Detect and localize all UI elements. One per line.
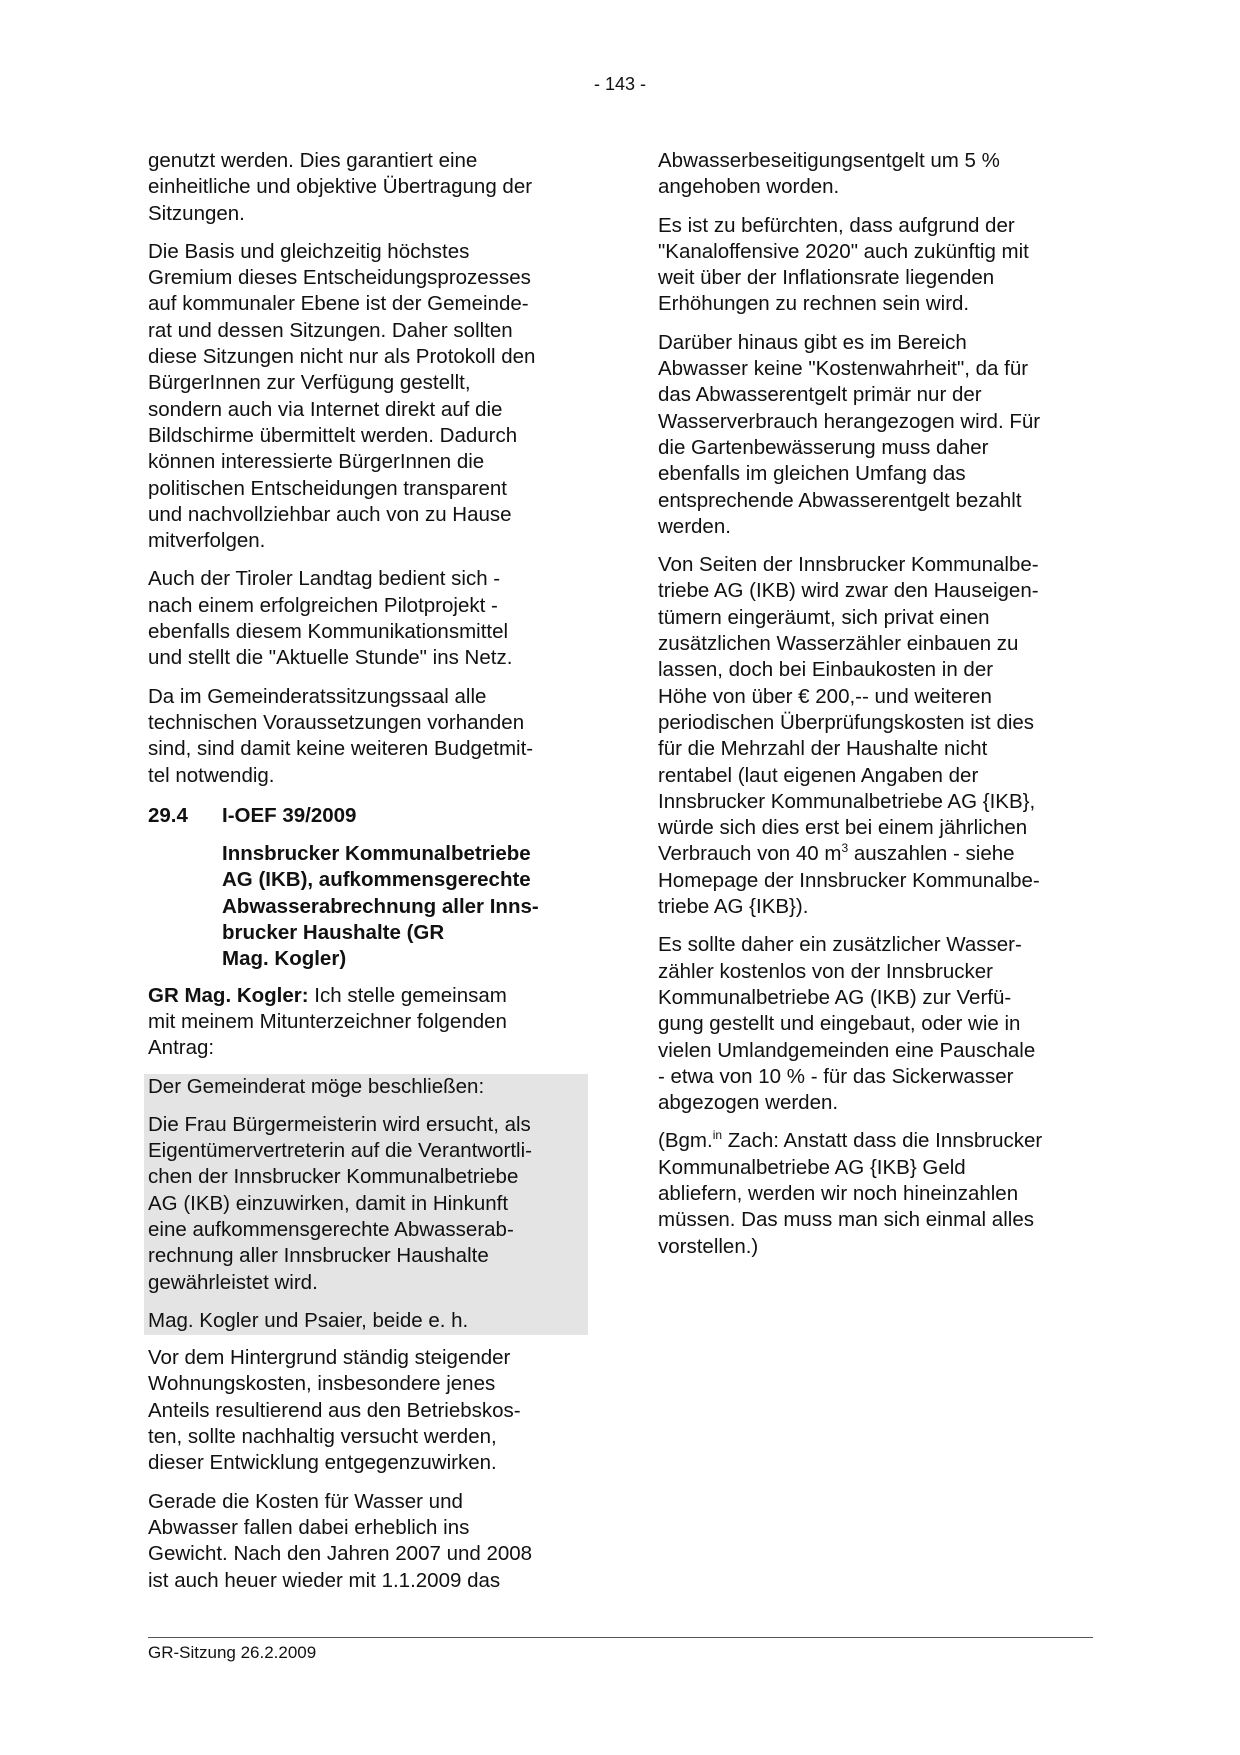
text-line: mitverfolgen. [148, 529, 266, 553]
text-fragment: Zach: Anstatt dass die Innsbrucker [722, 1129, 1043, 1153]
text-line: entsprechende Abwasserentgelt bezahlt [658, 488, 1022, 512]
paragraph [658, 213, 1098, 318]
text-line: - etwa von 10 % - für das Sickerwasser [658, 1064, 1014, 1088]
text-line: Anteils resultierend aus den Betriebskos- [148, 1398, 521, 1422]
text-line: Vor dem Hintergrund ständig steigender [148, 1346, 511, 1370]
footer-text: GR-Sitzung 26.2.2009 [148, 1643, 317, 1662]
text-line: Gewicht. Nach den Jahren 2007 und 2008 [148, 1542, 533, 1566]
speaker-name: GR Mag. Kogler: [148, 983, 309, 1007]
text-line: Abwasserbeseitigungsentgelt um 5 % [658, 149, 1000, 172]
text-line: Sitzungen. [148, 201, 245, 225]
text-line: Die Basis und gleichzeitig höchstes [148, 239, 470, 263]
text-line: Bildschirme übermittelt werden. Dadurch [148, 423, 518, 447]
text-line: vielen Umlandgemeinden eine Pauschale [658, 1038, 1036, 1062]
text-line: politischen Entscheidungen transparent [148, 476, 507, 500]
text-line: Abwasserabrechnung aller Inns- [222, 894, 539, 918]
text-line: Mag. Kogler) [222, 947, 347, 971]
text-line: Innsbrucker Kommunalbetriebe AG {IKB}, [658, 789, 1036, 813]
text-line: weit über der Inflationsrate liegenden [658, 266, 995, 290]
text-line: eine aufkommensgerechte Abwasserab- [148, 1217, 514, 1241]
text-line: genutzt werden. Dies garantiert eine [148, 149, 478, 172]
text-line: Kommunalbetriebe AG (IKB) zur Verfü- [658, 985, 1012, 1009]
text-line: auf kommunaler Ebene ist der Gemeinde- [148, 292, 529, 316]
text-line: werden. [658, 514, 731, 538]
text-line: rechnung aller Innsbrucker Haushalte [148, 1244, 489, 1268]
text-line: tümern eingeräumt, sich privat einen [658, 605, 990, 629]
text-line: und stellt die "Aktuelle Stunde" ins Netz. [148, 646, 513, 670]
text-line: das Abwasserentgelt primär nur der [658, 383, 982, 407]
text-line: ten, sollte nachhaltig versucht werden, [148, 1425, 497, 1449]
section-code: I-OEF 39/2009 [222, 803, 357, 827]
text-line: Antrag: [148, 1036, 215, 1060]
text-line: abgezogen werden. [658, 1091, 839, 1115]
text-line: Es sollte daher ein zusätzlicher Wasser- [658, 933, 1022, 957]
text-line: rat und dessen Sitzungen. Daher sollten [148, 318, 513, 342]
paragraph [658, 932, 1098, 1116]
text-line: BürgerInnen zur Verfügung gestellt, [148, 371, 471, 395]
paragraph [148, 566, 588, 671]
paragraph [148, 239, 588, 555]
motion-body [148, 1112, 584, 1296]
text-line: können interessierte BürgerInnen die [148, 450, 485, 474]
text-line: ist auch heuer wieder mit 1.1.2009 das [148, 1568, 501, 1592]
text-line: mit meinem Mitunterzeichner folgenden [148, 1009, 507, 1033]
text-line: Höhe von über € 200,-- und weiteren [658, 684, 992, 708]
text-line: rentabel (laut eigenen Angaben der [658, 763, 979, 787]
text-line: chen der Innsbrucker Kommunalbetriebe [148, 1165, 519, 1189]
text-line [658, 1128, 1098, 1154]
motion-box [144, 1074, 588, 1336]
text-line: diese Sitzungen nicht nur als Protokoll den [148, 345, 536, 369]
text-line: ebenfalls im gleichen Umfang das [658, 462, 966, 486]
text-line: einheitliche und objektive Übertragung der [148, 175, 533, 199]
text-line: AG (IKB), aufkommensgerechte [222, 868, 531, 892]
text-line: Abwasser keine "Kostenwahrheit", da für [658, 357, 1029, 381]
text-line: würde sich dies erst bei einem jährlichen [658, 816, 1028, 840]
text-line: "Kanaloffensive 2020" auch zukünftig mit [658, 239, 1029, 263]
text-line: Darüber hinaus gibt es im Bereich [658, 330, 967, 354]
text-line: triebe AG {IKB}). [658, 895, 809, 919]
text-line: Wohnungskosten, insbesondere jenes [148, 1372, 496, 1396]
paragraph [148, 148, 588, 227]
text-line: Die Frau Bürgermeisterin wird ersucht, als [148, 1112, 531, 1136]
text-line: gewährleistet wird. [148, 1270, 318, 1294]
text-line: Es ist zu befürchten, dass aufgrund der [658, 213, 1015, 237]
text-line: für die Mehrzahl der Haushalte nicht [658, 737, 988, 761]
text-line: AG (IKB) einzuwirken, damit in Hinkunft [148, 1191, 509, 1215]
paragraph [148, 1345, 588, 1476]
text-line: müssen. Das muss man sich einmal alles [658, 1208, 1034, 1232]
text-line: Homepage der Innsbrucker Kommunalbe- [658, 868, 1040, 892]
paragraph [148, 684, 588, 789]
text-line: Von Seiten der Innsbrucker Kommunalbe- [658, 553, 1039, 577]
text-fragment: Verbrauch von 40 m [658, 842, 842, 866]
text-line: periodischen Überprüfungskosten ist dies [658, 710, 1035, 734]
text-fragment: auszahlen - siehe [848, 842, 1015, 866]
text-line: Da im Gemeinderatssitzungssaal alle [148, 684, 487, 708]
text-line: lassen, doch bei Einbaukosten in der [658, 658, 994, 682]
text-line: Innsbrucker Kommunalbetriebe [222, 842, 531, 866]
text-line: Erhöhungen zu rechnen sein wird. [658, 292, 970, 316]
text-line: nach einem erfolgreichen Pilotprojekt - [148, 593, 498, 617]
superscript: in [712, 1128, 723, 1143]
left-column [148, 148, 588, 1606]
paragraph [658, 148, 1098, 201]
text-line: zähler kostenlos von der Innsbrucker [658, 959, 994, 983]
paragraph [658, 330, 1098, 540]
text-line: vorstellen.) [658, 1234, 759, 1258]
text-line: technischen Voraussetzungen vorhanden [148, 710, 525, 734]
motion-intro: Der Gemeinderat möge beschließen: [148, 1074, 485, 1098]
text-line: Wasserverbrauch herangezogen wird. Für [658, 409, 1041, 433]
text-line: dieser Entwicklung entgegenzuwirken. [148, 1451, 497, 1475]
text-line: und nachvollziehbar auch von zu Hause [148, 502, 512, 526]
text-line: Auch der Tiroler Landtag bedient sich - [148, 567, 501, 591]
text-line: zusätzlichen Wasserzähler einbauen zu [658, 632, 1019, 656]
text-line: gung gestellt und eingebaut, oder wie in [658, 1012, 1021, 1036]
section-heading [148, 803, 588, 829]
paragraph [148, 1489, 588, 1594]
motion-signers: Mag. Kogler und Psaier, beide e. h. [148, 1308, 469, 1332]
text-line: Gremium dieses Entscheidungsprozesses [148, 266, 531, 290]
text-line [658, 841, 1098, 867]
footer-divider [148, 1637, 1093, 1638]
text-line: ebenfalls diesem Kommunikationsmittel [148, 620, 509, 644]
text-line: Gerade die Kosten für Wasser und [148, 1489, 463, 1513]
superscript: 3 [841, 841, 849, 856]
text-line: tel notwendig. [148, 763, 275, 787]
page-number: - 143 - [593, 74, 647, 94]
text-line: angehoben worden. [658, 175, 840, 199]
right-column [658, 148, 1098, 1272]
text-line: Abwasser fallen dabei erheblich ins [148, 1515, 470, 1539]
interjection-paragraph [658, 1128, 1098, 1259]
text-fragment: (Bgm. [658, 1129, 713, 1153]
paragraph [658, 552, 1098, 920]
section-title [222, 841, 588, 972]
speaker-text: Ich stelle gemeinsam [308, 983, 507, 1007]
text-line: Eigentümervertreterin auf die Verantwortli- [148, 1139, 532, 1163]
text-line: die Gartenbewässerung muss daher [658, 435, 989, 459]
text-line: triebe AG (IKB) wird zwar den Hauseigen- [658, 579, 1039, 603]
text-line: sondern auch via Internet direkt auf die [148, 397, 503, 421]
text-line [148, 983, 588, 1009]
text-line: brucker Haushalte (GR [222, 921, 445, 945]
text-line: abliefern, werden wir noch hineinzahlen [658, 1181, 1019, 1205]
section-number: 29.4 [148, 803, 188, 827]
text-line: Kommunalbetriebe AG {IKB} Geld [658, 1155, 966, 1179]
speaker-paragraph [148, 983, 588, 1062]
text-line: sind, sind damit keine weiteren Budgetmit- [148, 737, 534, 761]
